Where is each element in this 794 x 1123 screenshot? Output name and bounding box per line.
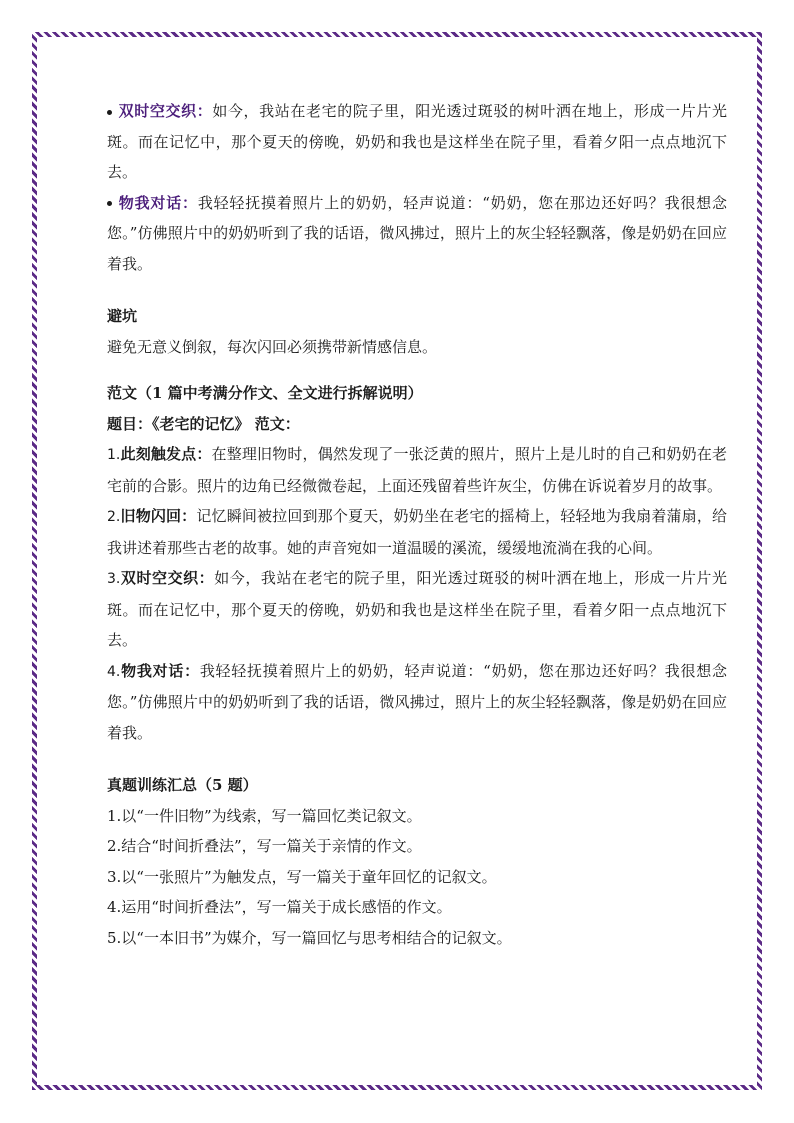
item-number: 3. (107, 571, 121, 587)
practice-item: 2.结合“时间折叠法”，写一篇关于亲情的作文。 (107, 837, 422, 855)
item-text: 我轻轻抚摸着照片上的奶奶，轻声说道：“奶奶，您在那边还好吗？我很想念您。”仿佛照片中的奶奶听到了我的话语，微风拂过，照片上的灰尘轻轻飘落，像是奶奶在回应着我。 (107, 661, 727, 742)
item-text: 在整理旧物时，偶然发现了一张泛黄的照片，照片上是儿时的自己和奶奶在老宅前的合影。照片的边角已经微微卷起，上面还残留着些许灰尘，仿佛在诉说着岁月的故事。 (107, 445, 727, 495)
practice-item: 4.运用“时间折叠法”，写一篇关于成长感悟的作文。 (107, 898, 452, 916)
essay-item (107, 563, 727, 656)
bullet-text: 我轻轻抚摸着照片上的奶奶，轻声说道：“奶奶，您在那边还好吗？我很想念您。”仿佛照片中的奶奶听到了我的话语，微风拂过，照片上的灰尘轻轻飘落，像是奶奶在回应着我。 (107, 193, 727, 273)
document-body (107, 96, 727, 953)
item-text: 记忆瞬间被拉回到那个夏天，奶奶坐在老宅的摇椅上，轻轻地为我扇着蒲扇，给我讲述着那些古老的故事。她的声音宛如一道温暖的溪流，缓缓地流淌在我的心间。 (107, 507, 727, 557)
item-number: 1. (107, 447, 121, 463)
practice-item: 5.以“一本旧书”为媒介，写一篇回忆与思考相结合的记叙文。 (107, 928, 512, 947)
item-text: 如今，我站在老宅的院子里，阳光透过斑驳的树叶洒在地上，形成一片片光斑。而在记忆中，那个夏天的傍晚，奶奶和我也是这样坐在院子里，看着夕阳一点点地沉下去。 (107, 569, 727, 649)
bullet-label: 双时空交织： (118, 102, 213, 120)
essay-title: 题目：《老宅的记忆》 范文： (107, 414, 300, 433)
item-label: 物我对话： (120, 661, 200, 680)
avoid-heading: 避坑 (107, 307, 138, 325)
bullet-label: 物我对话： (118, 193, 198, 212)
essay-item (107, 439, 727, 501)
bullet-dot (107, 110, 112, 115)
avoid-text: 避免无意义倒叙，每次闪回必须携带新情感信息。 (107, 337, 438, 356)
practice-item: 1.以“一件旧物”为线索，写一篇回忆类记叙文。 (107, 806, 422, 825)
essay-heading: 范文（1 篇中考满分作文、全文进行拆解说明） (107, 384, 423, 402)
essay-item (107, 656, 727, 749)
item-label: 旧物闪回： (120, 507, 197, 525)
bullet-text: 如今，我站在老宅的院子里，阳光透过斑驳的树叶洒在地上，形成一片片光斑。而在记忆中，那个夏天的傍晚，奶奶和我也是这样坐在院子里，看着夕阳一点点地沉下去。 (107, 102, 727, 181)
practice-item: 3.以“一张照片”为触发点，写一篇关于童年回忆的记叙文。 (107, 867, 497, 886)
item-label: 此刻触发点： (120, 445, 212, 463)
bullet-item (107, 188, 727, 280)
bullet-dot (107, 201, 112, 206)
item-label: 双时空交织： (120, 569, 215, 587)
item-number: 2. (107, 509, 121, 525)
bullet-item (107, 96, 727, 188)
item-number: 4. (107, 663, 121, 680)
essay-item (107, 501, 727, 563)
practice-heading: 真题训练汇总（5 题） (107, 776, 258, 794)
